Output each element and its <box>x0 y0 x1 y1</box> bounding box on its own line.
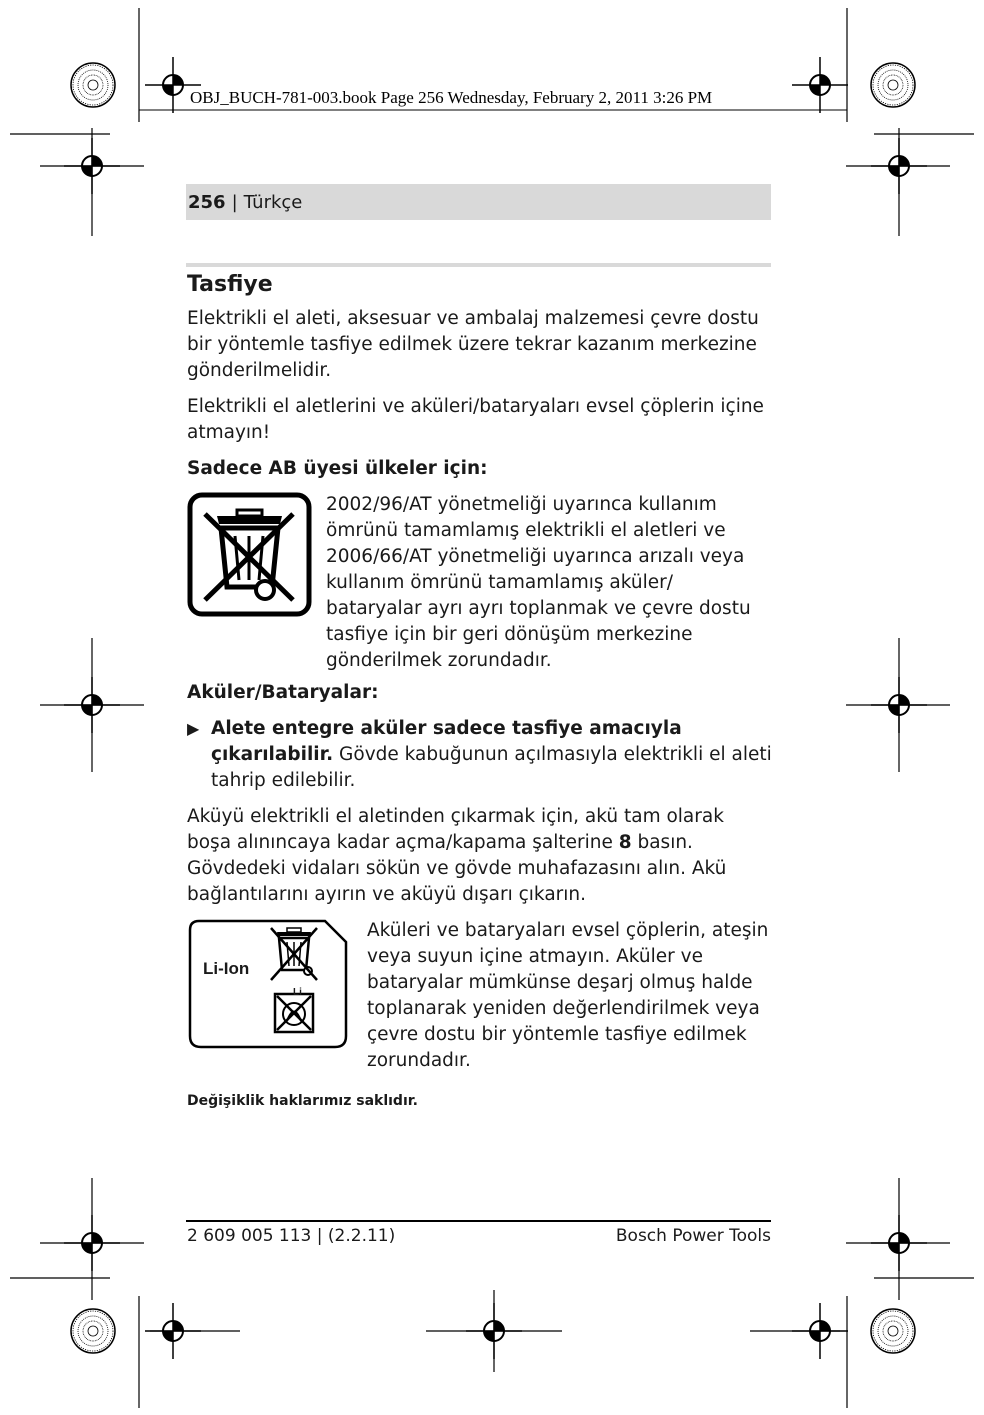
paragraph-remove-battery: Aküyü elektrikli el aletinden çıkarmak için, akü tam olarak boşa alınıncaya kadar açma/kapama şalterine 8 basın. Gövdedeki vidaları sökün ve gövde muhafazasını alın. Akü bağlantılarını ayırın ve aküyü dışarı çıkarın. <box>187 806 727 905</box>
paragraph-no-household-waste: Elektrikli el aletlerini ve aküleri/bataryaları evsel çöplerin içine atmayın! <box>187 396 764 443</box>
section-title: Tasfiye <box>187 272 273 297</box>
bullet-text: Gövde kabuğunun açılmasıyla elektrikli el aleti tahrip edilebilir. <box>211 744 772 791</box>
header-separator: | <box>231 191 238 213</box>
triangle-bullet-icon: ▶ <box>187 719 200 738</box>
eu-directive-text: 2002/96/AT yönetmeliği uyarınca kullanım ömrünü tamamlamış elektrikli el aletleri ve 2006/66/AT yönetmeliği uyarınca arızalı veya kullanım ömrünü tamamlamış aküler/ bataryalar ayrı ayrı toplanmak ve çevre dostu tasfiye için bir geri dönüşüm merkezine gönderilmek zorundadır. <box>326 494 751 671</box>
eu-heading: Sadece AB üyesi ülkeler için: <box>187 458 488 479</box>
bullet-item <box>187 716 772 794</box>
footer-doc-number: 2 609 005 113 | (2.2.11) <box>187 1226 396 1246</box>
section-rule <box>186 263 771 267</box>
page-header <box>186 184 771 220</box>
li-symbol: Li <box>293 987 302 998</box>
footer-brand: Bosch Power Tools <box>615 1226 771 1246</box>
switch-number: 8 <box>618 832 632 853</box>
print-slug: OBJ_BUCH-781-003.book Page 256 Wednesday, February 2, 2011 3:26 PM <box>190 88 713 107</box>
page-number: 256 <box>188 191 226 213</box>
liion-text: Aküleri ve bataryaları evsel çöplerin, ateşin veya suyun içine atmayın. Aküler ve bataryalar mümkünse deşarj olmuş halde toplanarak yeniden değerlendirilmek veya çevre dostu bir yöntemle tasfiye edilmek zorundadır. <box>367 920 769 1071</box>
crossed-bin-icon <box>187 492 326 625</box>
liion-recycle-icon <box>187 918 367 1058</box>
liion-block <box>187 918 772 1074</box>
rights-reserved-note: Değişiklik haklarımız saklıdır. <box>187 1093 418 1109</box>
footer-rule <box>186 1220 771 1222</box>
liion-label: Li-Ion <box>203 959 250 978</box>
eu-directive-block <box>187 492 772 674</box>
main-content <box>187 270 772 1114</box>
battery-heading: Aküler/Bataryalar: <box>187 682 379 703</box>
header-language: Türkçe <box>243 191 303 213</box>
paragraph-disposal: Elektrikli el aleti, aksesuar ve ambalaj malzemesi çevre dostu bir yöntemle tasfiye edilmek üzere tekrar kazanım merkezine gönderilmelidir. <box>187 308 759 381</box>
bullet-bold-text: Alete entegre aküler sadece tasfiye amacıyla çıkarılabilir. <box>211 718 682 765</box>
